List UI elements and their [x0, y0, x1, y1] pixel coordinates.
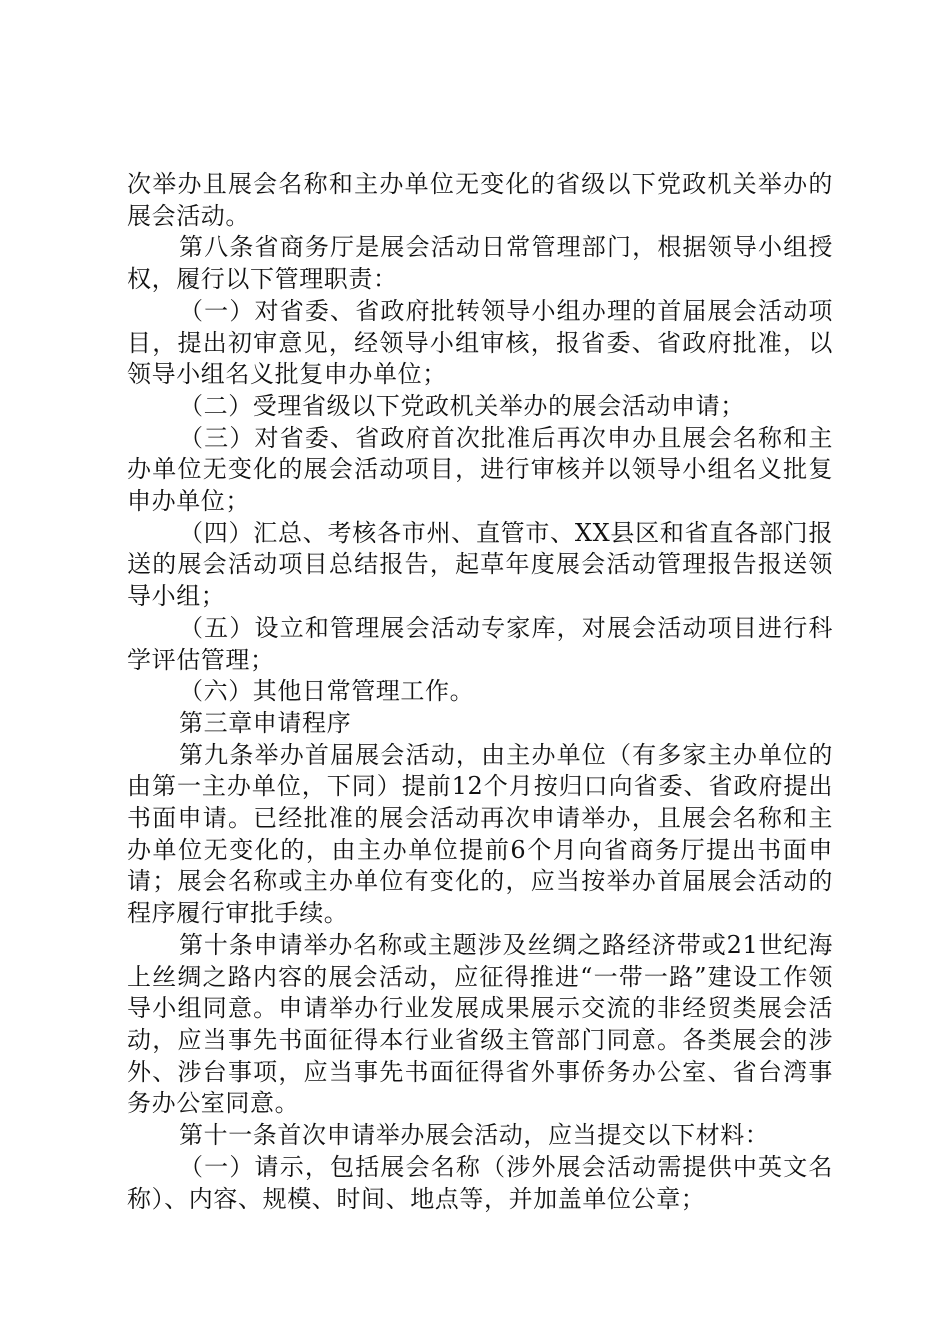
chapter-3-heading: 第三章申请程序 — [179, 708, 352, 737]
article-8-item-3: （三）对省委、省政府首次批准后再次申办且展会名称和主办单位无变化的展会活动项目，进行审核并以领导小组名义批复申办单位； — [127, 423, 833, 516]
article-9-paragraph: 第九条举办首届展会活动，由主办单位（有多家主办单位的由第一主办单位，下同）提前12个月按归口向省委、省政府提出书面申请。已经批准的展会活动再次申请举办，且展会名称和主办单位无变化的，由主办单位提前6个月向省商务厅提出书面申请；展会名称或主办单位有变化的，应当按举办首届展会活动的程序履行审批手续。 — [127, 740, 833, 928]
article-8-paragraph: 第八条省商务厅是展会活动日常管理部门，根据领导小组授权，履行以下管理职责： — [127, 233, 833, 294]
article-8-item-2: （二）受理省级以下党政机关举办的展会活动申请； — [179, 391, 745, 420]
article-11-item-1: （一）请示，包括展会名称（涉外展会活动需提供中英文名称）、内容、规模、时间、地点等，并加盖单位公章； — [127, 1152, 833, 1213]
article-8-item-1: （一）对省委、省政府批转领导小组办理的首届展会活动项目，提出初审意见，经领导小组审核，报省委、省政府批准，以领导小组名义批复申办单位； — [127, 296, 833, 389]
document-body — [127, 169, 833, 1215]
article-8-item-4: （四）汇总、考核各市州、直管市、XX县区和省直各部门报送的展会活动项目总结报告，起草年度展会活动管理报告报送领导小组； — [127, 518, 833, 611]
article-8-item-6: （六）其他日常管理工作。 — [179, 677, 475, 706]
article-10-paragraph: 第十条申请举办名称或主题涉及丝绸之路经济带或21世纪海上丝绸之路内容的展会活动，应征得推进“一带一路”建设工作领导小组同意。申请举办行业发展成果展示交流的非经贸类展会活动，应当事先书面征得本行业省级主管部门同意。各类展会的涉外、涉台事项，应当事先书面征得省外事侨务办公室、省台湾事务办公室同意。 — [127, 930, 833, 1118]
article-8-item-5: （五）设立和管理展会活动专家库，对展会活动项目进行科学评估管理； — [127, 613, 833, 674]
article-11-paragraph: 第十一条首次申请举办展会活动，应当提交以下材料： — [179, 1121, 770, 1150]
paragraph-continuation: 次举办且展会名称和主办单位无变化的省级以下党政机关举办的展会活动。 — [127, 170, 833, 230]
